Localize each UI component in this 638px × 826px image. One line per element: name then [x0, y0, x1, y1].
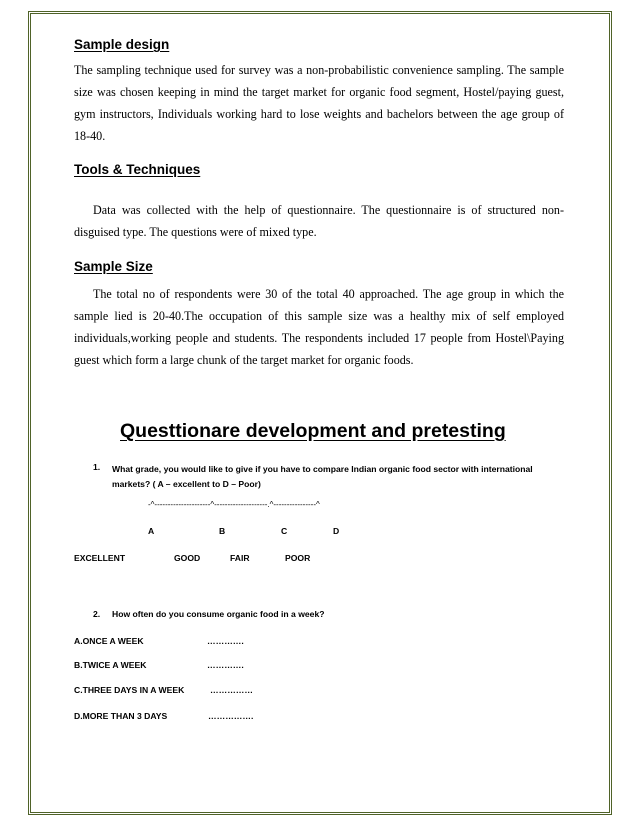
- sample-size-heading: Sample Size: [74, 259, 153, 274]
- q1-letter-c: C: [281, 526, 288, 536]
- tools-techniques-paragraph: Data was collected with the help of questionnaire. The questionnaire is of structured non-disguised type. The questions were of mixed type.: [74, 203, 564, 239]
- q1-letter-b: B: [219, 526, 226, 536]
- q2-option-d-label: D.MORE THAN 3 DAYS: [74, 711, 168, 721]
- q2-option-b-blank: ………….: [207, 660, 244, 670]
- q2-text: How often do you consume organic food in a week?: [112, 609, 325, 619]
- q1-grade-good: GOOD: [174, 553, 201, 563]
- q1-number: 1.: [93, 462, 101, 472]
- q2-option-a-blank: ………….: [207, 636, 244, 646]
- sample-design-paragraph: The sampling technique used for survey was a non-probabilistic convenience sampling. The sample size was chosen keeping in mind the target market for organic food segment, Hostel/paying guest, gym instructors, Individuals working hard to lose weights and bachelors between the age group of 18-40.: [74, 63, 564, 143]
- q2-option-c-blank: ……………: [210, 685, 253, 695]
- q1-grade-excellent: EXCELLENT: [74, 553, 126, 563]
- tools-techniques-heading: Tools & Techniques: [74, 162, 201, 177]
- q2-option-c-label: C.THREE DAYS IN A WEEK: [74, 685, 185, 695]
- q1-text: What grade, you would like to give if you have to compare Indian organic food sector with international markets? ( A – excellent to D – Poor): [112, 464, 533, 489]
- q2-option-d-blank: …………….: [208, 711, 254, 721]
- q1-letter-d: D: [333, 526, 340, 536]
- questionnaire-heading: Questtionare development and pretesting: [120, 420, 506, 442]
- q2-number: 2.: [93, 609, 101, 619]
- q1-scale-line: -^---------------------^--------------------.^----------------^: [148, 500, 320, 509]
- q1-letter-a: A: [148, 526, 155, 536]
- q2-option-a-label: A.ONCE A WEEK: [74, 636, 144, 646]
- q1-grade-fair: FAIR: [230, 553, 250, 563]
- sample-design-heading: Sample design: [74, 37, 170, 52]
- sample-size-paragraph: The total no of respondents were 30 of the total 40 approached. The age group in which the sample lied is 20-40.The occupation of this sample size was a healthy mix of self employed individuals,working people and students. The respondents included 17 people from Hostel\Paying guest which form a large chunk of the target market for organic foods.: [74, 287, 564, 367]
- q1-grade-poor: POOR: [285, 553, 311, 563]
- q2-option-b-label: B.TWICE A WEEK: [74, 660, 147, 670]
